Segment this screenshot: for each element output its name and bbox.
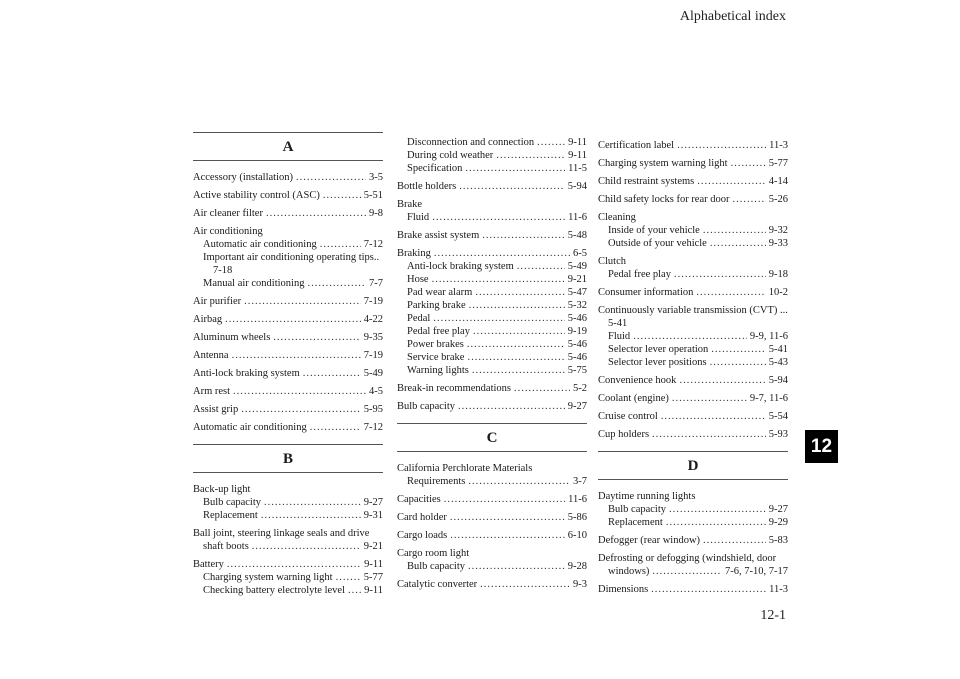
- index-subentry[interactable]: During cold weather ..... 9-11: [397, 149, 587, 162]
- index-subentry[interactable]: Specification ..... 11-5: [397, 162, 587, 175]
- chapter-tab[interactable]: 12: [805, 430, 838, 463]
- index-entry[interactable]: Automatic air conditioning ..... 7-12: [193, 421, 383, 434]
- index-entry[interactable]: Accessory (installation) ..... 3-5: [193, 171, 383, 184]
- index-subentry[interactable]: Parking brake ..... 5-32: [397, 299, 587, 312]
- index-entry: Cleaning: [598, 212, 636, 223]
- index-subentry[interactable]: Checking battery electrolyte level ..... 9-11: [193, 584, 383, 597]
- index-entry[interactable]: Air purifier ..... 7-19: [193, 295, 383, 308]
- index-entry[interactable]: Child safety locks for rear door ..... 5-26: [598, 193, 788, 206]
- index-subentry[interactable]: Anti-lock braking system ..... 5-49: [397, 260, 587, 273]
- index-entry[interactable]: Capacities ..... 11-6: [397, 493, 587, 506]
- index-subentry[interactable]: Bulb capacity ..... 9-27: [598, 503, 788, 516]
- index-entry[interactable]: Cup holders ..... 5-93: [598, 428, 788, 441]
- index-entry[interactable]: Airbag ..... 4-22: [193, 313, 383, 326]
- index-subentry[interactable]: Bulb capacity ..... 9-28: [397, 560, 587, 573]
- index-subentry[interactable]: Pedal ..... 5-46: [397, 312, 587, 325]
- index-subentry[interactable]: Warning lights ..... 5-75: [397, 364, 587, 377]
- index-subentry[interactable]: Automatic air conditioning ..... 7-12: [193, 238, 383, 251]
- index-subentry[interactable]: Pad wear alarm ..... 5-47: [397, 286, 587, 299]
- index-entry[interactable]: Arm rest ..... 4-5: [193, 385, 383, 398]
- index-entry[interactable]: Dimensions ..... 11-3: [598, 583, 788, 596]
- index-entry[interactable]: Air cleaner filter ..... 9-8: [193, 207, 383, 220]
- index-entry[interactable]: Consumer information ..... 10-2: [598, 286, 788, 299]
- index-entry[interactable]: Continuously variable transmission (CVT) ... 5-41: [598, 305, 788, 329]
- index-subentry[interactable]: Power brakes ..... 5-46: [397, 338, 587, 351]
- index-entry[interactable]: Certification label ..... 11-3: [598, 139, 788, 152]
- index-subentry[interactable]: Bulb capacity ..... 9-27: [193, 496, 383, 509]
- index-entry[interactable]: Defogger (rear window) ..... 5-83: [598, 534, 788, 547]
- index-entry[interactable]: Bottle holders ..... 5-94: [397, 180, 587, 193]
- index-subentry[interactable]: Inside of your vehicle ..... 9-32: [598, 224, 788, 237]
- index-entry[interactable]: Braking ..... 6-5: [397, 247, 587, 260]
- index-entry[interactable]: Defrosting or defogging (windshield, door windows) ..... 7-6, 7-10, 7-17: [598, 552, 788, 578]
- section-header-b: [193, 440, 383, 478]
- index-entry: Back-up light: [193, 484, 251, 495]
- section-header-d: [598, 447, 788, 485]
- index-entry[interactable]: Active stability control (ASC) ..... 5-51: [193, 189, 383, 202]
- index-subentry[interactable]: Important air conditioning operating tips.. 7-18: [203, 252, 380, 276]
- index-subentry[interactable]: Selector lever positions ..... 5-43: [598, 356, 788, 369]
- index-entry[interactable]: Anti-lock braking system ..... 5-49: [193, 367, 383, 380]
- index-entry[interactable]: Cruise control ..... 5-54: [598, 410, 788, 423]
- index-subentry[interactable]: Fluid ..... 11-6: [397, 211, 587, 224]
- index-entry[interactable]: Coolant (engine) ..... 9-7, 11-6: [598, 392, 788, 405]
- index-entry: Cargo room light: [397, 548, 470, 559]
- index-subentry[interactable]: Outside of your vehicle ..... 9-33: [598, 237, 788, 250]
- index-entry[interactable]: Bulb capacity ..... 9-27: [397, 400, 587, 413]
- section-header-a: [193, 128, 383, 166]
- index-entry[interactable]: California Perchlorate Materials Requirements ..... 3-7: [397, 462, 587, 488]
- index-entry[interactable]: Cargo loads ..... 6-10: [397, 529, 587, 542]
- index-entry[interactable]: Ball joint, steering linkage seals and drive shaft boots ..... 9-21: [193, 527, 383, 553]
- index-entry[interactable]: Brake assist system ..... 5-48: [397, 229, 587, 242]
- index-entry[interactable]: Antenna ..... 7-19: [193, 349, 383, 362]
- index-entry[interactable]: Card holder ..... 5-86: [397, 511, 587, 524]
- section-letter: A: [282, 139, 294, 155]
- index-subentry[interactable]: Manual air conditioning ..... 7-7: [193, 277, 383, 290]
- index-entry: Daytime running lights: [598, 491, 696, 502]
- index-entry[interactable]: Break-in recommendations ..... 5-2: [397, 382, 587, 395]
- index-entry[interactable]: Battery ..... 9-11: [193, 558, 383, 571]
- section-letter: D: [687, 458, 699, 474]
- index-entry: Brake: [397, 199, 423, 210]
- index-subentry[interactable]: Selector lever operation ..... 5-41: [598, 343, 788, 356]
- index-entry[interactable]: Child restraint systems ..... 4-14: [598, 175, 788, 188]
- page-number: 12-1: [760, 608, 786, 623]
- index-entry: Clutch: [598, 256, 626, 267]
- index-subentry[interactable]: Replacement ..... 9-31: [193, 509, 383, 522]
- index-subentry[interactable]: Charging system warning light ..... 5-77: [193, 571, 383, 584]
- index-entry[interactable]: Charging system warning light ..... 5-77: [598, 157, 788, 170]
- index-entry[interactable]: Convenience hook ..... 5-94: [598, 374, 788, 387]
- index-subentry[interactable]: Pedal free play ..... 9-18: [598, 268, 788, 281]
- index-subentry[interactable]: Replacement ..... 9-29: [598, 516, 788, 529]
- index-column-2: [397, 136, 587, 591]
- index-subentry[interactable]: Disconnection and connection ..... 9-11: [397, 136, 587, 149]
- section-letter: C: [486, 430, 498, 446]
- index-entry: Air conditioning: [193, 226, 263, 237]
- index-subentry[interactable]: Hose ..... 9-21: [397, 273, 587, 286]
- index-subentry[interactable]: Fluid ..... 9-9, 11-6: [598, 330, 788, 343]
- section-letter: B: [282, 451, 293, 467]
- index-column-1: [193, 128, 383, 597]
- index-entry[interactable]: Assist grip ..... 5-95: [193, 403, 383, 416]
- index-subentry[interactable]: Service brake ..... 5-46: [397, 351, 587, 364]
- section-header-c: [397, 419, 587, 457]
- index-entry[interactable]: Aluminum wheels ..... 9-35: [193, 331, 383, 344]
- page-header-title: Alphabetical index: [679, 9, 786, 24]
- index-entry[interactable]: Catalytic converter ..... 9-3: [397, 578, 587, 591]
- index-subentry[interactable]: Pedal free play ..... 9-19: [397, 325, 587, 338]
- index-column-3: [598, 134, 788, 596]
